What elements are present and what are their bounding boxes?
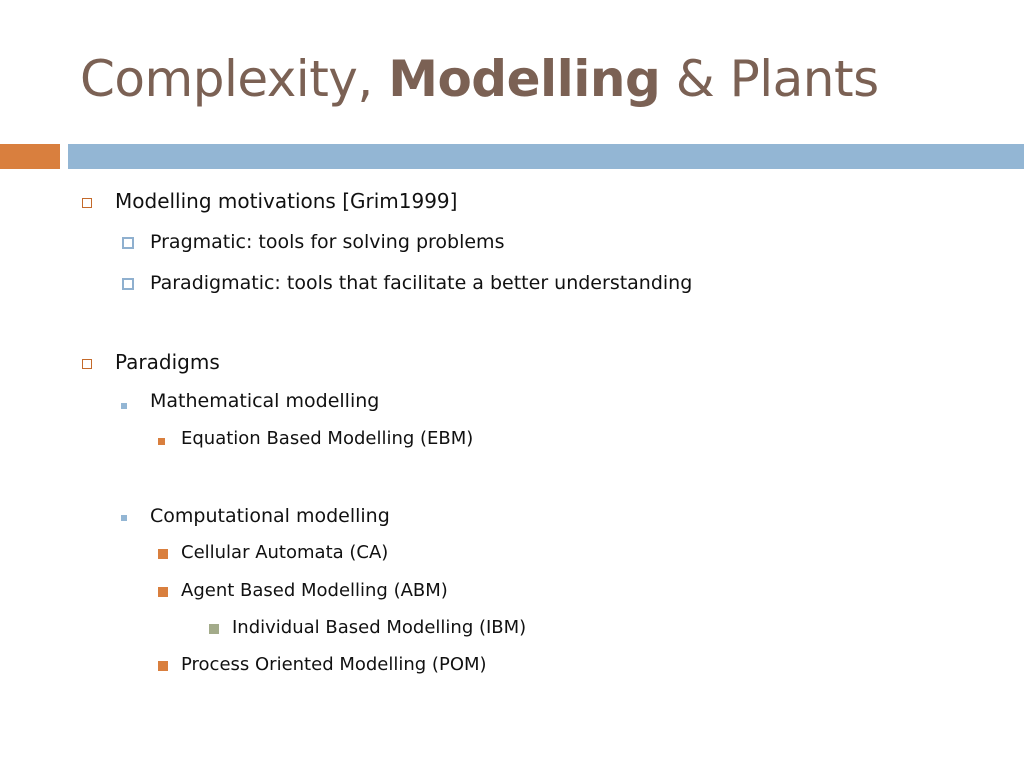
list-item-level-3: Cellular Automata (CA) xyxy=(181,542,389,563)
orange-square-bullet-icon xyxy=(158,661,168,671)
accent-bar-blue xyxy=(68,144,1024,169)
blue-square-bullet-icon xyxy=(122,278,134,290)
list-item-level-1: Paradigms xyxy=(115,350,220,374)
hollow-square-bullet-icon xyxy=(82,198,92,208)
title-part-3: & Plants xyxy=(660,50,879,108)
slide-title xyxy=(80,50,879,108)
small-blue-bullet-icon xyxy=(121,403,127,409)
accent-bar-orange xyxy=(0,144,60,169)
list-item-level-2: Paradigmatic: tools that facilitate a better understanding xyxy=(150,272,693,294)
list-item-level-3: Process Oriented Modelling (POM) xyxy=(181,654,487,675)
blue-square-bullet-icon xyxy=(122,237,134,249)
small-orange-bullet-icon xyxy=(158,438,165,445)
title-part-2-bold: Modelling xyxy=(388,50,661,108)
list-item-level-2: Computational modelling xyxy=(150,505,390,527)
hollow-square-bullet-icon xyxy=(82,359,92,369)
title-part-1: Complexity, xyxy=(80,50,389,108)
list-item-level-3: Agent Based Modelling (ABM) xyxy=(181,580,448,601)
list-item-level-1: Modelling motivations [Grim1999] xyxy=(115,189,458,213)
orange-square-bullet-icon xyxy=(158,549,168,559)
list-item-level-4: Individual Based Modelling (IBM) xyxy=(232,617,527,638)
list-item-level-2: Pragmatic: tools for solving problems xyxy=(150,231,505,253)
green-square-bullet-icon xyxy=(209,624,219,634)
orange-square-bullet-icon xyxy=(158,587,168,597)
list-item-level-2: Mathematical modelling xyxy=(150,390,380,412)
small-blue-bullet-icon xyxy=(121,515,127,521)
list-item-level-3: Equation Based Modelling (EBM) xyxy=(181,428,474,449)
